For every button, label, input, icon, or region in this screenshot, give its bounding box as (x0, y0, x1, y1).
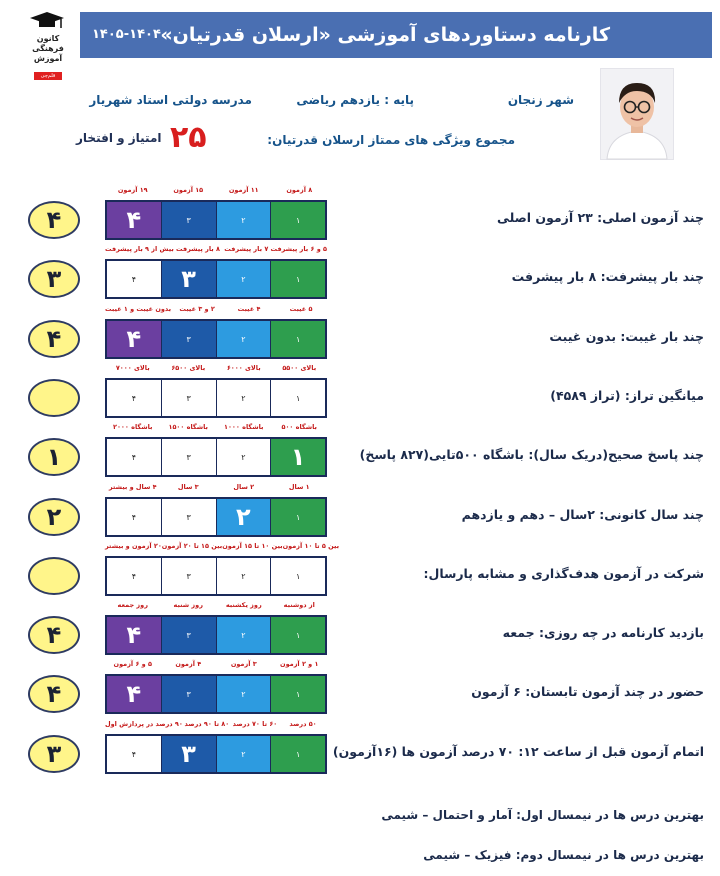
student-photo (600, 68, 674, 160)
row-score-circle: ۴ (28, 320, 80, 358)
level-cell-3: ۳ (162, 499, 217, 535)
row-caption: باشگاه ۱۵۰۰ (168, 423, 208, 431)
row-label: اتمام آزمون قبل از ساعت ۱۲: ۷۰ درصد آزمون ها (۱۶آزمون) (332, 744, 704, 759)
level-cell-1: ۱ (271, 261, 325, 297)
row-caption: ۲۰ آزمون و بیشتر (105, 542, 162, 550)
level-cell-3: ۳ (162, 617, 217, 653)
row-caption: باشگاه ۵۰۰ (281, 423, 317, 431)
row-caption: ۴ سال و بیشتر (108, 483, 157, 491)
logo-line1: کانون (36, 34, 60, 43)
level-cell-2: ۲ (217, 202, 272, 238)
row-caption: بدون غیبت و ۱ غیبت (105, 305, 172, 313)
row-caption: بالای ۷۰۰۰ (115, 364, 150, 372)
level-cell-2: ۲ (217, 439, 272, 475)
row-score-circle: ۴ (28, 201, 80, 239)
level-bar (105, 200, 327, 240)
features-label: مجموع ویژگی های ممتاز ارسلان قدرتیان: (267, 133, 515, 147)
row-caption: ۸۰ تا ۹۰ درصد (184, 720, 230, 728)
level-bar (105, 378, 327, 418)
level-cell-2: ۲ (217, 499, 272, 535)
page-title: کارنامه دستاوردهای آموزشی «ارسلان قدرتیان» (160, 24, 610, 46)
row-caption: بین ۵ تا ۱۰ آزمون (282, 542, 340, 550)
logo-line3: آموزش (33, 54, 63, 63)
level-cell-4: ۴ (107, 202, 162, 238)
row-captions (105, 423, 327, 435)
total-score: ۲۵ (170, 120, 207, 155)
row-caption: ۱ و ۲ آزمون (280, 660, 319, 668)
level-bar (105, 497, 327, 537)
row-caption: ۳ سال (177, 483, 199, 491)
level-bar (105, 319, 327, 359)
row-score-circle (28, 379, 80, 417)
level-bar (105, 615, 327, 655)
level-cell-1: ۱ (271, 321, 325, 357)
row-caption: روز یکشنبه (225, 601, 262, 609)
row-caption: بالای ۶۵۰۰ (171, 364, 206, 372)
student-portrait-icon (601, 69, 673, 159)
level-bar (105, 437, 327, 477)
academic-year: ۱۴۰۵-۱۴۰۴ (92, 27, 161, 42)
level-cell-3: ۳ (162, 261, 217, 297)
logo-line2: فرهنگی (32, 44, 64, 53)
row-caption: ۵۰ درصد (289, 720, 317, 728)
row-caption: ۱۵ آزمون (173, 186, 204, 194)
level-cell-4: ۴ (107, 321, 162, 357)
row-captions (105, 245, 327, 257)
level-cell-1: ۱ (271, 736, 325, 772)
row-score-circle: ۳ (28, 735, 80, 773)
row-score-circle: ۴ (28, 675, 80, 713)
row-score-circle: ۴ (28, 616, 80, 654)
level-cell-2: ۲ (217, 736, 272, 772)
level-cell-1: ۱ (271, 617, 325, 653)
row-caption: ۵ و ۶ بار پیشرفت (270, 245, 328, 253)
header-banner (80, 12, 712, 58)
row-label: چند بار غیبت: بدون غیبت (549, 329, 704, 344)
level-cell-2: ۲ (217, 321, 272, 357)
row-captions (105, 364, 327, 376)
row-caption: ۴ آزمون (175, 660, 202, 668)
best-subjects-semester1: بهترین درس ها در نیمسال اول: آمار و احتمال – شیمی (381, 808, 704, 822)
graduation-cap-icon (30, 12, 64, 30)
row-label: بازدید کارنامه در چه روزی: جمعه (502, 625, 704, 640)
level-cell-1: ۱ (295, 571, 301, 581)
row-captions (105, 186, 327, 198)
row-score-circle: ۳ (28, 260, 80, 298)
level-cell-4: ۴ (107, 617, 162, 653)
row-caption: ۷ بار پیشرفت (224, 245, 269, 253)
student-school: مدرسه دولتی استاد شهریار (89, 93, 252, 107)
row-caption: از دوشنبه (283, 601, 315, 609)
level-cell-2: ۲ (217, 558, 272, 594)
level-bar (105, 556, 327, 596)
level-cell-1: ۱ (295, 393, 301, 403)
row-caption: ۹۰ درصد در پردازش اول (105, 720, 183, 728)
level-cell-3: ۳ (162, 321, 217, 357)
row-caption: ۱ سال (288, 483, 310, 491)
row-caption: ۵ و ۶ آزمون (113, 660, 152, 668)
row-caption: ۴ غیبت (237, 305, 261, 313)
level-bar (105, 734, 327, 774)
row-caption: روز شنبه (173, 601, 203, 609)
row-caption: بین ۱۰ تا ۱۵ آزمون (222, 542, 283, 550)
level-cell-4: ۴ (107, 439, 162, 475)
row-caption: ۸ آزمون (286, 186, 313, 194)
row-score-circle (28, 557, 80, 595)
level-cell-3: ۳ (162, 380, 217, 416)
level-cell-1: ۱ (271, 439, 325, 475)
row-score-circle: ۲ (28, 498, 80, 536)
row-captions (105, 542, 340, 554)
row-label: چند آزمون اصلی: ۲۳ آزمون اصلی (496, 210, 704, 225)
row-label: چند بار پیشرفت: ۸ بار پیشرفت (511, 269, 704, 284)
row-score-circle: ۱ (28, 438, 80, 476)
row-captions (105, 660, 327, 672)
row-caption: بین ۱۵ تا ۲۰ آزمون (161, 542, 223, 550)
row-caption: ۲ سال (233, 483, 255, 491)
level-cell-4: ۴ (107, 736, 162, 772)
level-cell-3: ۳ (162, 202, 217, 238)
level-cell-3: ۳ (162, 558, 217, 594)
student-grade: پایه : یازدهم ریاضی (296, 93, 414, 107)
student-city: شهر زنجان (507, 93, 574, 107)
row-captions (105, 601, 327, 613)
level-cell-2: ۲ (217, 261, 272, 297)
best-subjects-semester2: بهترین درس ها در نیمسال دوم: فیزیک – شیمی (423, 848, 704, 862)
level-cell-4: ۴ (107, 380, 162, 416)
level-cell-2: ۲ (217, 617, 272, 653)
level-cell-3: ۳ (162, 676, 217, 712)
level-bar (105, 259, 327, 299)
row-caption: باشگاه ۲۰۰۰ (113, 423, 153, 431)
level-cell-3: ۳ (162, 736, 217, 772)
level-cell-4: ۴ (107, 558, 162, 594)
level-cell-3: ۳ (162, 439, 217, 475)
level-cell-4: ۴ (107, 676, 162, 712)
level-cell-1: ۱ (271, 676, 325, 712)
row-caption: بالای ۶۰۰۰ (226, 364, 261, 372)
level-bar (105, 674, 327, 714)
row-caption: باشگاه ۱۰۰۰ (224, 423, 264, 431)
row-caption: ۱۱ آزمون (228, 186, 259, 194)
row-caption: ۳ آزمون (230, 660, 257, 668)
level-cell-1: ۱ (271, 202, 325, 238)
row-caption: بیش از ۹ بار پیشرفت (105, 245, 174, 253)
score-label: امتیاز و افتخار (76, 131, 162, 145)
row-caption: ۱۹ آزمون (117, 186, 148, 194)
row-label: چند سال کانونی: ۲سال – دهم و یازدهم (461, 507, 704, 522)
row-label: میانگین تراز: (تراز ۴۵۸۹) (550, 388, 704, 403)
row-caption: ۸ بار پیشرفت (175, 245, 220, 253)
row-label: حضور در چند آزمون تابستان: ۶ آزمون (471, 684, 704, 699)
kanoon-logo (22, 12, 74, 80)
row-label: چند پاسخ صحیح(دریک سال): باشگاه ۵۰۰تایی(۸۲۷ پاسخ) (359, 447, 704, 462)
level-cell-4: ۴ (107, 261, 162, 297)
level-cell-4: ۴ (107, 499, 162, 535)
logo-badge: قلم‌چی (34, 72, 62, 80)
row-captions (105, 483, 327, 495)
row-label: شرکت در آزمون هدف‌گذاری و مشابه پارسال: (423, 566, 704, 581)
row-caption: روز جمعه (117, 601, 148, 609)
row-caption: ۲ و ۳ غیبت (179, 305, 215, 313)
level-cell-1: ۱ (271, 499, 325, 535)
level-cell-2: ۲ (217, 676, 272, 712)
row-captions (105, 720, 327, 732)
row-captions (105, 305, 327, 317)
row-caption: ۵ غیبت (289, 305, 313, 313)
level-cell-2: ۲ (217, 380, 272, 416)
row-caption: بالای ۵۵۰۰ (282, 364, 317, 372)
row-caption: ۶۰ تا ۷۰ درصد (232, 720, 278, 728)
